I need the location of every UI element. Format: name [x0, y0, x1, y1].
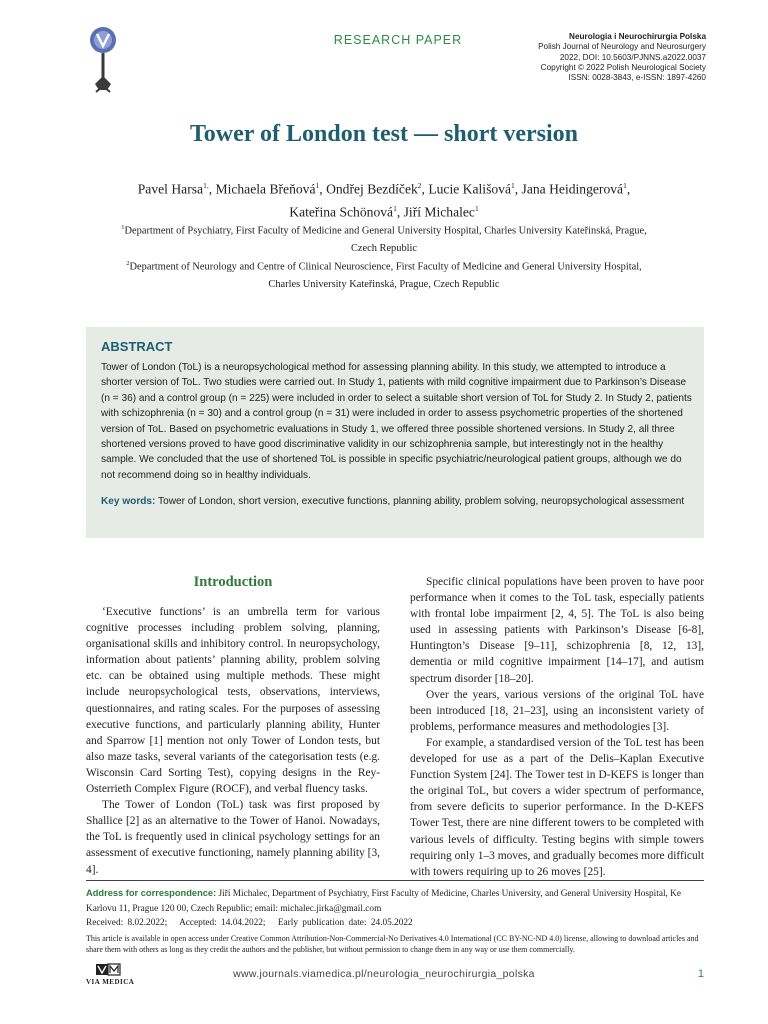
affiliation-text: Department of Neurology and Centre of Clinical Neuroscience, First Faculty of Medicine and General University Hospital, — [129, 261, 642, 273]
journal-name: Neurologia i Neurochirurgia Polska — [569, 32, 706, 41]
author-name: Kateřina Schönová — [289, 204, 394, 220]
affiliation-marker: 2 — [126, 260, 130, 267]
affiliation-text: Charles University Kateřinská, Prague, Czech Republic — [268, 278, 500, 290]
affiliation-2 — [90, 255, 678, 293]
abstract-text: Tower of London (ToL) is a neuropsychological method for assessing planning ability. In this study, we attempted to introduce a shorter version of ToL. Two studies were carried out. In Study 1, patients with mild cognitive impairment due to Parkinson’s Disease (n = 36) and a control group (n = 225) were included in order to select a suitable short version of ToL for Study 2. In Study 2, patients with schizophrenia (n = 30) and a control group (n = 31) were included in order to assess psychometric properties of the shortened version of ToL. Based on psychometric evaluations in Study 1, we offered three possible shortened versions. In Study 2, all three shortened versions proved to have good discriminative validity in our schizophrenia sample, but interestingly not in the healthy sample. We concluded that the use of shortened ToL is possible in specific psychiatric/neurological patient groups, although we do not recommend doing so in healthy individuals. — [101, 362, 692, 481]
author-name: Lucie Kališová — [428, 181, 511, 197]
journal-logo-icon — [86, 26, 120, 98]
author-affiliation-marker: 1, — [203, 181, 209, 190]
introduction-heading: Introduction — [193, 574, 273, 590]
abstract-heading: ABSTRACT — [101, 339, 173, 354]
early-publication-date: Early publication date: 24.05.2022 — [277, 918, 413, 928]
author-affiliation-marker: 1 — [393, 203, 397, 213]
correspondence-text: Jiří Michalec, Department of Psychiatry, First Faculty of Medicine, Charles University, and General University Hospital, Ke Karlovu 11, Prague 120 00, Czech Republic; email: michalec.jirka@gmail.com — [86, 889, 682, 914]
affiliation-1 — [90, 219, 678, 257]
journal-url-link[interactable]: www.journals.viamedica.pl/neurologia_neurochirurgia_polska — [233, 968, 535, 980]
footer-divider — [86, 880, 704, 881]
paragraph: Over the years, various versions of the original ToL have been introduced [18, 21–23], using an inconsistent variety of problems, performance measures and methodologies [3]. — [410, 688, 704, 733]
author-name: Ondřej Bezdíček — [326, 181, 418, 197]
keywords-text: Tower of London, short version, executive functions, planning ability, problem solving, neuropsychological assessment — [158, 496, 685, 507]
paragraph: The Tower of London (ToL) task was first proposed by Shallice [2] as an alternative to the Tower of Hanoi. Nowadays, the ToL is frequently used in clinical psychology settings for an assessment of executive functioning, namely planning ability [3, 4]. — [86, 799, 380, 876]
keywords-label: Key words: — [101, 496, 156, 507]
doi-line: 2022, DOI: 10.5603/PJNNS.a2022.0037 — [559, 52, 706, 62]
publisher-name: VIA MEDICA — [86, 978, 135, 986]
author-affiliation-marker: 1 — [474, 203, 479, 213]
copyright-line: Copyright © 2022 Polish Neurological Society — [540, 62, 706, 72]
paragraph: ‘Executive functions’ is an umbrella term for various cognitive processes including problem solving, planning, organisational skills and inhibitory control. In neuropsychology, information about patients’ planning ability, problem solving etc. can be obtained using multiple methods. These might include neuropsychological tests, observations, interviews, questionnaires, and rating scales. For the purposes of assessing executive functions, and particularly planning ability, Hunter and Sparrow [1] mention not only Tower of London tests, but also maze tasks, several variants of the categorisation tests (e.g. Wisconsin Card Sorting Test), copying designs in the Rey-Osterrieth Complex Figure (ROCF), and verbal fluency tasks. — [86, 606, 380, 796]
author-affiliation-marker: 1 — [623, 181, 627, 190]
paragraph: For example, a standardised version of the ToL test has been developed for use as a part of the Delis–Kaplan Executive Function System [24]. The Tower test in D-KEFS is longer than the original ToL, but covers a wider spectrum of performance, from severe deficits to superior performance. In the D-KEFS Tower Test, there are nine different towers to be completed with various levels of difficulty. Testing begins with simple towers requiring only 1–3 moves, and gradually becomes more difficult with towers requiring up to 26 moves [25]. — [410, 736, 704, 878]
author-line-2: Kateřina Schönová$^1$, Jiří Michalec$^1$ — [289, 203, 479, 220]
paragraph: Specific clinical populations have been proven to have poor performance when it comes to the ToL task, especially patients with frontal lobe impairment [2, 4, 5]. The ToL is also being used in assessing patients with Parkinson’s Disease [6-8], Huntington’s Disease [9–11], schizophrenia [8, 12, 13], dementia or mild cognitive impairment [14–17], and autism spectrum disorder [18–20]. — [410, 576, 704, 685]
body-column-right — [410, 574, 704, 880]
author-line-1: Pavel Harsa$^{1,}$, Michaela Břeňová$^1$, Ondřej Bezdíček$^2$, Lucie Kališová$^1$, Jana Heidingerová$^1$, — [137, 181, 631, 197]
affiliation-text: Czech Republic — [350, 242, 418, 254]
body-column-left — [86, 604, 380, 878]
journal-subtitle: Polish Journal of Neurology and Neurosurgery — [538, 42, 706, 52]
author-affiliation-marker: 2 — [417, 181, 422, 190]
accepted-date: Accepted: 14.04.2022; — [179, 918, 266, 928]
correspondence-label: Address for correspondence: — [86, 888, 217, 898]
author-affiliation-marker: 1 — [315, 181, 320, 190]
keywords — [101, 494, 692, 509]
author-name: Jana Heidingerová — [521, 181, 624, 197]
affiliation-marker: 1 — [121, 224, 125, 231]
author-name: Jiří Michalec — [403, 204, 475, 220]
author-name: Pavel Harsa — [137, 181, 204, 197]
paper-title: Tower of London test — short version — [189, 121, 579, 147]
author-list — [100, 176, 668, 221]
correspondence — [86, 886, 704, 917]
received-date: Received: 8.02.2022; — [86, 918, 168, 928]
issn-line: ISSN: 0028-3843, e-ISSN: 1897-4260 — [568, 73, 706, 83]
affiliation-text: Department of Psychiatry, First Faculty of Medicine and General University Hospital, Charles University Kateřinská, Prague, — [124, 225, 647, 237]
page-number: 1 — [697, 968, 704, 980]
section-label: RESEARCH PAPER — [333, 33, 463, 47]
journal-info — [538, 32, 706, 83]
license-text: This article is available in open access under Creative Common Attribution-Non-Commercial-No Derivatives 4.0 International (CC BY-NC-ND 4.0) license, allowing to download articles and share them with others as long as they credit the authors and the publisher, but without permission to change them in any way or use them commercially. — [86, 934, 699, 954]
author-name: Michaela Břeňová — [215, 181, 316, 197]
author-affiliation-marker: 1 — [511, 181, 515, 190]
publication-dates — [86, 918, 704, 928]
